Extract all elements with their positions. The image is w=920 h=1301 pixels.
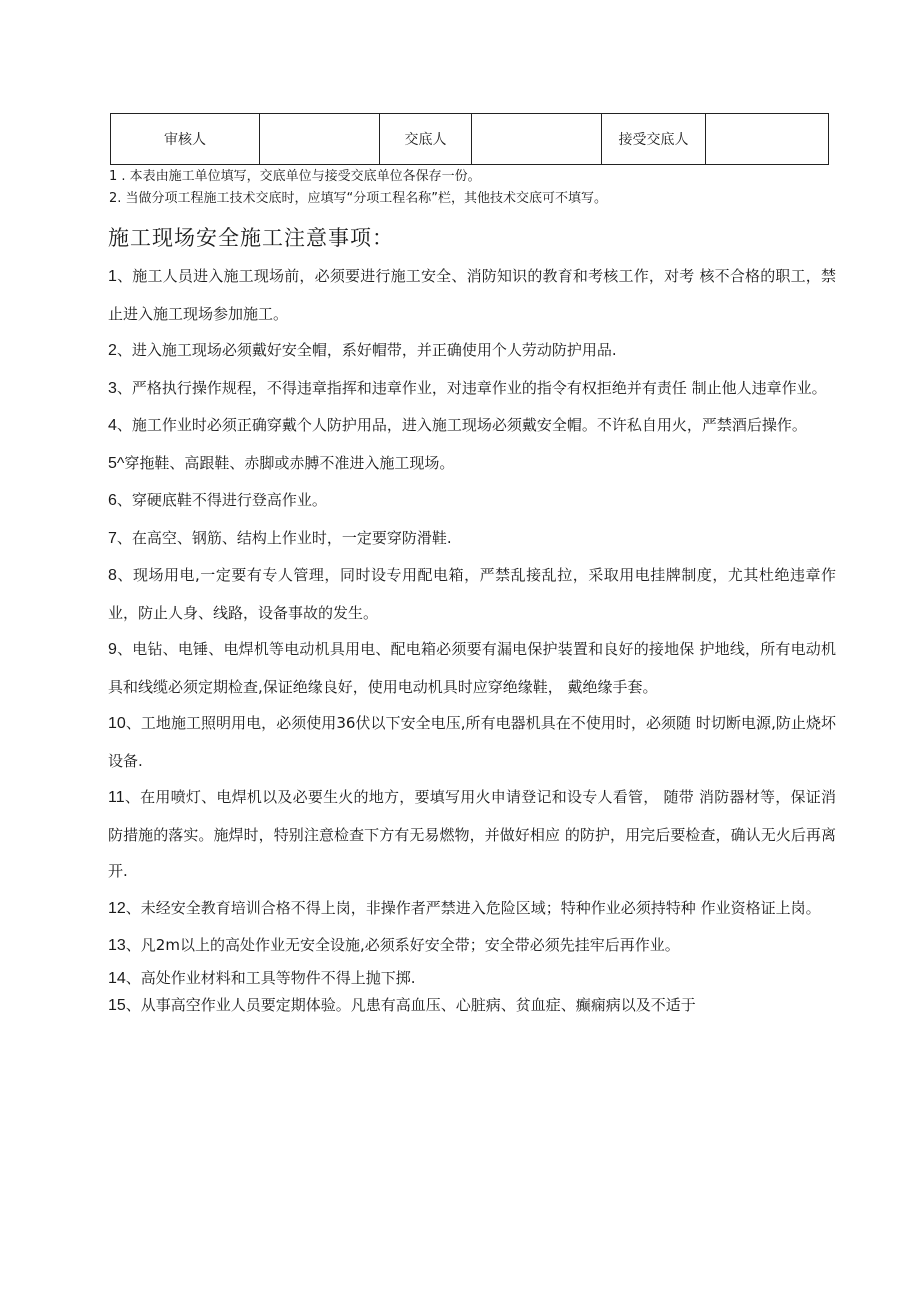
item-number: 5^ bbox=[108, 454, 125, 472]
item-text: 、施工人员进入施工现场前，必须要进行施工安全、消防知识的教育和考核工作，对考 核不合格的职工，禁止进入施工现场参加施工。 bbox=[108, 267, 836, 323]
list-item bbox=[108, 992, 836, 1019]
item-text: 、电钻、电锤、电焊机等电动机具用电、配电箱必须要有漏电保护装置和良好的接地保 护地线，所有电动机具和线缆必须定期检查,保证绝缘良好，使用电动机具时应穿绝缘鞋， 戴绝缘手套。 bbox=[108, 640, 836, 696]
list-item bbox=[108, 445, 836, 483]
receiver-label: 接受交底人 bbox=[602, 114, 706, 165]
item-number: 7 bbox=[108, 529, 117, 547]
item-number: 1 bbox=[108, 268, 117, 285]
item-text: 穿拖鞋、高跟鞋、赤脚或赤膊不准进入施工现场。 bbox=[124, 453, 455, 472]
reviewer-label: 审核人 bbox=[111, 114, 260, 165]
signature-row bbox=[111, 114, 829, 165]
list-item bbox=[108, 965, 836, 992]
item-text: 、施工作业时必须正确穿戴个人防护用品，进入施工现场必须戴安全帽。不许私自用火，严禁酒后操作。 bbox=[116, 416, 807, 434]
section-heading: 施工现场安全施工注意事项： bbox=[108, 226, 394, 250]
item-number: 6 bbox=[108, 492, 117, 509]
item-text: 、未经安全教育培训合格不得上岗，非操作者严禁进入危险区域；特种作业必须持特种 作业资格证上岗。 bbox=[125, 898, 821, 917]
item-number: 2 bbox=[108, 342, 117, 359]
safety-items-list bbox=[108, 258, 836, 1019]
item-text: 、穿硬底鞋不得进行登高作业。 bbox=[116, 491, 327, 509]
item-text: 、严格执行操作规程，不得违章指挥和违章作业，对违章作业的指令有权拒绝并有责任 制止他人违章作业。 bbox=[116, 378, 827, 397]
list-item bbox=[108, 890, 836, 928]
list-item bbox=[108, 705, 836, 779]
item-number: 11 bbox=[108, 789, 125, 806]
list-item bbox=[108, 258, 836, 332]
item-text: 、凡2m以上的高处作业无安全设施,必须系好安全带；安全带必须先挂牢后再作业。 bbox=[125, 936, 680, 954]
item-number: 8 bbox=[108, 567, 117, 584]
list-item bbox=[108, 927, 836, 965]
item-text: 、高处作业材料和工具等物件不得上抛下掷. bbox=[125, 968, 416, 987]
discloser-label: 交底人 bbox=[380, 114, 472, 165]
discloser-field[interactable] bbox=[472, 114, 602, 165]
item-number: 10 bbox=[108, 715, 126, 732]
list-item bbox=[108, 370, 836, 408]
list-item bbox=[108, 557, 836, 631]
list-item bbox=[108, 520, 836, 558]
item-text: 、进入施工现场必须戴好安全帽，系好帽带，并正确使用个人劳动防护用品. bbox=[116, 341, 617, 359]
item-text: 、从事高空作业人员要定期体验。凡患有高血压、心脏病、贫血症、癫痫病以及不适于 bbox=[125, 995, 696, 1014]
item-number: 9 bbox=[108, 641, 117, 658]
receiver-field[interactable] bbox=[706, 114, 829, 165]
list-item bbox=[108, 779, 836, 890]
item-number: 4 bbox=[108, 417, 117, 434]
list-item bbox=[108, 407, 836, 445]
item-number: 15 bbox=[108, 996, 126, 1014]
item-number: 13 bbox=[108, 937, 126, 954]
item-number: 12 bbox=[108, 899, 126, 917]
note-2: 2. 当做分项工程施工技术交底时，应填写“分项工程名称”栏，其他技术交底可不填写。 bbox=[109, 191, 608, 206]
note-1: 1 . 本表由施工单位填写，交底单位与接受交底单位各保存一份。 bbox=[109, 169, 481, 184]
signature-table bbox=[110, 113, 829, 165]
list-item bbox=[108, 482, 836, 520]
item-number: 3 bbox=[108, 379, 117, 397]
item-text: 、在用喷灯、电焊机以及必要生火的地方，要填写用火申请登记和设专人看管， 随带 消防器材等，保证消防措施的落实。施焊时，特别注意检查下方有无易燃物，并做好相应 的防护，用完后要检查，确认无火后再离开. bbox=[108, 788, 836, 880]
item-text: 、现场用电,一定要有专人管理，同时设专用配电箱，严禁乱接乱拉，采取用电挂牌制度，尤其杜绝违章作业，防止人身、线路，设备事故的发生。 bbox=[108, 566, 836, 622]
list-item bbox=[108, 332, 836, 370]
item-text: 、工地施工照明用电，必须使用36伏以下安全电压,所有电器机具在不使用时，必须随 时切断电源,防止烧坏设备. bbox=[108, 714, 836, 770]
item-text: 、在高空、钢筋、结构上作业时，一定要穿防滑鞋. bbox=[116, 528, 452, 547]
item-number: 14 bbox=[108, 969, 126, 987]
reviewer-field[interactable] bbox=[260, 114, 380, 165]
table-notes bbox=[109, 166, 829, 210]
list-item bbox=[108, 631, 836, 705]
